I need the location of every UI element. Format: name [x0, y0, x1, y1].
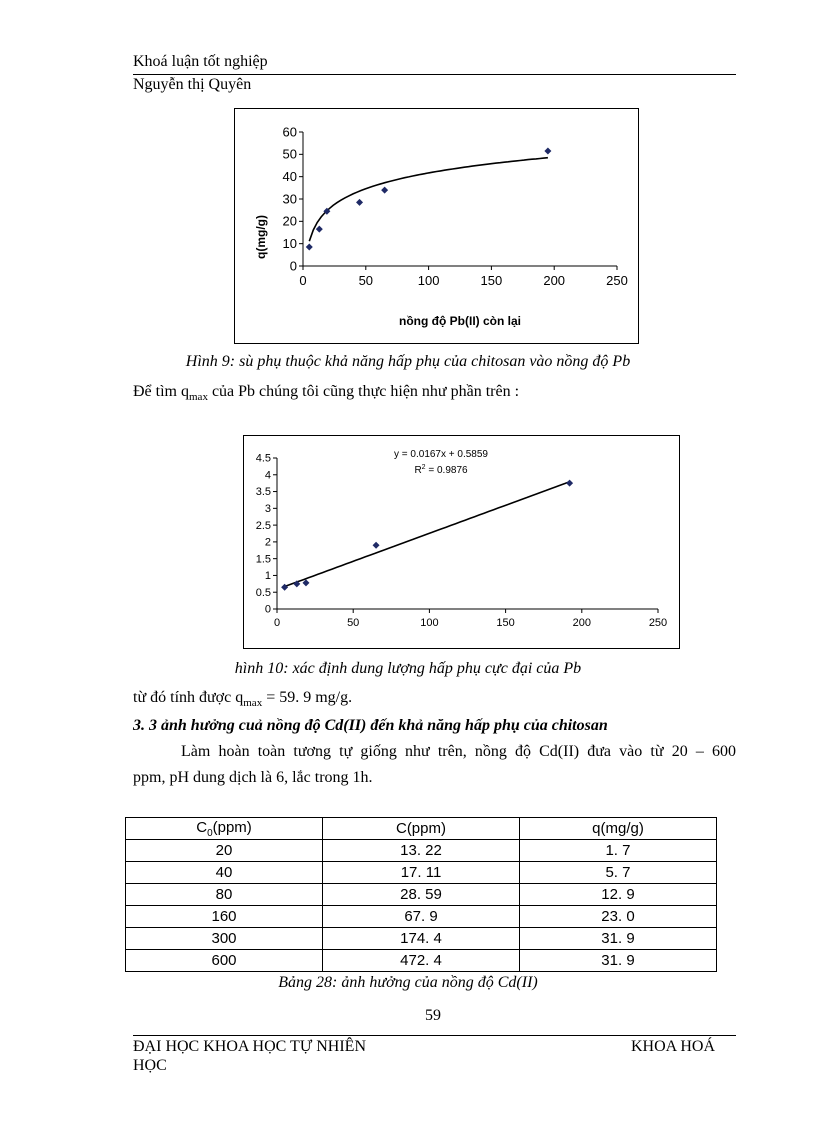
footer-left-line1: ĐẠI HỌC KHOA HỌC TỰ NHIÊN: [133, 1038, 366, 1055]
cell-c0: 300: [126, 928, 323, 950]
footer-right: KHOA HOÁ: [631, 1038, 715, 1055]
c0-sub: 0: [207, 827, 213, 839]
c0-prefix: C: [196, 818, 208, 836]
table-header-row: [126, 818, 717, 840]
y-tick-label: 3.5: [255, 486, 271, 499]
cell-c0: 160: [126, 906, 323, 928]
col-header-q: q(mg/g): [519, 818, 716, 840]
section-paragraph-line1: Làm hoàn toàn tương tự giống như trên, nồng độ Cd(II) đưa vào từ 20 – 600: [181, 743, 736, 760]
chart1-ylabel: q(mg/g): [254, 215, 268, 259]
y-tick-label: 40: [282, 169, 297, 184]
data-point: [281, 584, 288, 591]
figure10-caption: hình 10: xác định dung lượng hấp phụ cực đại của Pb: [234, 660, 582, 677]
result-line: [133, 688, 352, 713]
x-tick-label: 0: [299, 273, 307, 288]
y-tick-label: 50: [282, 146, 297, 162]
y-tick-label: 2.5: [255, 519, 271, 532]
chart-langmuir-linear: [243, 435, 680, 649]
intro-sub: max: [189, 391, 208, 404]
table-row: [126, 840, 717, 862]
x-tick-label: 250: [648, 617, 668, 629]
x-tick-label: 250: [606, 273, 628, 288]
c0-suffix: (ppm): [212, 818, 252, 836]
data-point: [544, 147, 551, 154]
y-tick-label: 4.5: [255, 452, 271, 465]
header-rule: [133, 74, 736, 75]
chart1-xlabel: nồng độ Pb(II) còn lại: [399, 314, 521, 328]
cell-c: 28. 59: [323, 884, 520, 906]
table-row: [126, 906, 717, 928]
x-tick-label: 50: [358, 273, 374, 288]
footer-rule: [133, 1035, 736, 1036]
data-point: [373, 542, 380, 549]
data-point: [306, 244, 313, 251]
x-tick-label: 200: [572, 617, 591, 629]
y-tick-label: 0: [289, 258, 297, 274]
chart1-svg: [235, 109, 638, 343]
x-tick-label: 0: [273, 617, 281, 629]
data-point: [381, 187, 388, 194]
cell-q: 5. 7: [519, 862, 716, 884]
y-tick-label: 30: [282, 191, 297, 207]
data-point: [566, 480, 573, 487]
y-tick-label: 0: [264, 603, 271, 616]
col-header-c: C(ppm): [323, 818, 520, 840]
data-point: [316, 226, 323, 233]
r2-suffix: = 0.9876: [425, 465, 468, 476]
intro-line: [133, 382, 519, 407]
chart-adsorption-isotherm: [234, 108, 639, 344]
y-tick-label: 2: [264, 536, 271, 549]
header-title: Khoá luận tốt nghiệp: [133, 53, 268, 70]
x-tick-label: 100: [420, 617, 439, 629]
figure9-caption: Hình 9: sù phụ thuộc khả năng hấp phụ của chitosan vào nồng độ Pb: [185, 353, 631, 370]
y-tick-label: 1: [264, 570, 271, 583]
cd-concentration-table: [125, 817, 717, 972]
intro-suffix: của Pb chúng tôi cũng thực hiện như phần trên :: [207, 383, 520, 400]
cell-q: 12. 9: [519, 884, 716, 906]
x-tick-label: 150: [480, 273, 503, 288]
cell-c: 472. 4: [323, 950, 520, 972]
header-author: Nguyễn thị Quyên: [133, 76, 252, 93]
y-tick-label: 3: [264, 503, 271, 515]
y-tick-label: 1.5: [255, 553, 271, 566]
table-caption: Bảng 28: ảnh hưởng của nồng độ Cd(II): [278, 974, 538, 991]
x-tick-label: 200: [543, 273, 566, 288]
cell-c: 67. 9: [323, 906, 520, 928]
cell-c: 174. 4: [323, 928, 520, 950]
y-tick-label: 20: [282, 213, 297, 229]
x-tick-label: 100: [417, 273, 440, 288]
cell-q: 31. 9: [519, 950, 716, 972]
chart2-svg: [244, 436, 679, 648]
x-tick-label: 150: [496, 617, 515, 629]
table-row: [126, 950, 717, 972]
result-suffix: = 59. 9 mg/g.: [262, 689, 353, 706]
cell-c0: 80: [126, 884, 323, 906]
chart2-r2: [414, 464, 468, 476]
cell-q: 31. 9: [519, 928, 716, 950]
col-header-c0: [126, 818, 323, 840]
intro-prefix: Để tìm q: [133, 383, 189, 400]
y-tick-label: 60: [282, 124, 297, 140]
r2-prefix: R: [414, 465, 422, 476]
y-tick-label: 0.5: [255, 586, 271, 599]
cell-c: 17. 11: [323, 862, 520, 884]
y-tick-label: 4: [264, 469, 271, 482]
trendline: [285, 482, 570, 587]
footer-left-line2: HỌC: [133, 1057, 167, 1074]
data-point: [356, 199, 363, 206]
section-heading: 3. 3 ảnh hưởng cuả nồng độ Cd(II) đến khả năng hấp phụ của chitosan: [133, 717, 608, 734]
cell-c0: 40: [126, 862, 323, 884]
page-number: 59: [425, 1007, 441, 1024]
result-prefix: từ đó tính được q: [133, 689, 244, 706]
y-tick-label: 10: [282, 236, 297, 251]
cell-q: 23. 0: [519, 906, 716, 928]
cell-c0: 600: [126, 950, 323, 972]
cell-c0: 20: [126, 840, 323, 862]
table-row: [126, 862, 717, 884]
cell-q: 1. 7: [519, 840, 716, 862]
section-paragraph-line2: ppm, pH dung dịch là 6, lắc trong 1h.: [133, 769, 373, 786]
trendline: [309, 158, 548, 242]
table-row: [126, 928, 717, 950]
table-row: [126, 884, 717, 906]
cell-c: 13. 22: [323, 840, 520, 862]
x-tick-label: 50: [347, 617, 360, 629]
result-sub: max: [243, 697, 263, 710]
r2-sup: 2: [421, 464, 426, 471]
chart2-equation: y = 0.0167x + 0.5859: [394, 449, 488, 460]
